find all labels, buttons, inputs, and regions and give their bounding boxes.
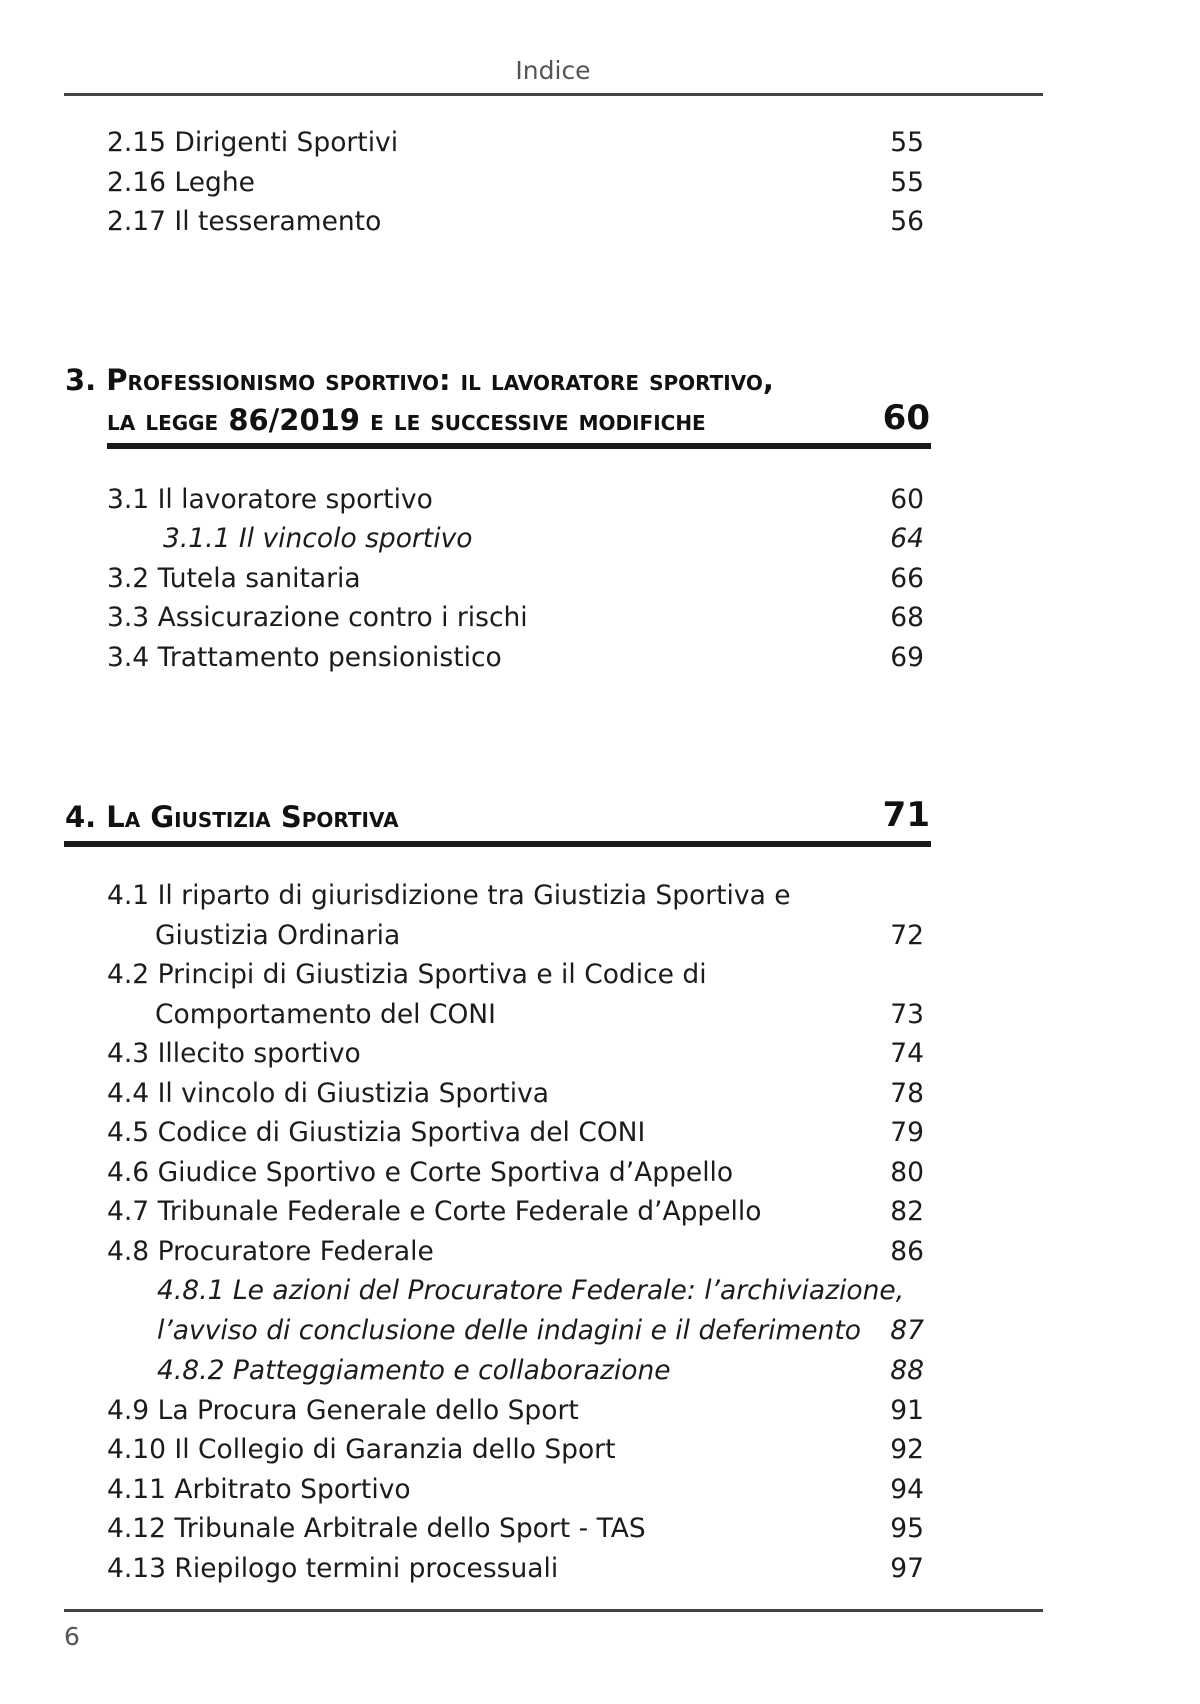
- toc-entry-title: 3.2 Tutela sanitaria: [107, 563, 361, 594]
- toc-entry-page: 68: [890, 602, 924, 633]
- toc-entry[interactable]: [0, 484, 1200, 524]
- toc-entry-title: 2.17 Il tesseramento: [107, 206, 382, 237]
- running-header: Indice: [515, 56, 591, 85]
- toc-entry-page: 94: [890, 1474, 924, 1505]
- page-number: 6: [64, 1622, 80, 1651]
- toc-entry-page: 78: [890, 1078, 924, 1109]
- toc-entry-page: 88: [890, 1355, 924, 1386]
- toc-entry-page: 79: [890, 1117, 924, 1148]
- toc-entry[interactable]: [0, 1236, 1200, 1276]
- toc-entry-title: 2.16 Leghe: [107, 167, 255, 198]
- toc-entry[interactable]: [0, 167, 1200, 207]
- toc-entry-title: 4.11 Arbitrato Sportivo: [107, 1474, 411, 1505]
- chapter-4-page: 71: [882, 795, 930, 835]
- toc-entry-title: 4.7 Tribunale Federale e Corte Federale d’Appello: [107, 1196, 762, 1227]
- toc-entry-title: 4.3 Illecito sportivo: [107, 1038, 361, 1069]
- toc-subentry[interactable]: [0, 1355, 1200, 1395]
- toc-entry-title-cont: Giustizia Ordinaria: [155, 920, 401, 951]
- toc-entry-page: 66: [890, 563, 924, 594]
- toc-entry-title-cont: l’avviso di conclusione delle indagini e il deferimento: [157, 1315, 861, 1346]
- toc-entry-page: 80: [890, 1157, 924, 1188]
- toc-entry[interactable]: [0, 1117, 1200, 1157]
- toc-entry-page: 82: [890, 1196, 924, 1227]
- toc-entry-page: 56: [890, 206, 924, 237]
- toc-subentry[interactable]: [0, 1275, 1200, 1315]
- toc-entry-title: 4.1 Il riparto di giurisdizione tra Giustizia Sportiva e: [107, 880, 791, 911]
- toc-entry[interactable]: [0, 127, 1200, 167]
- toc-entry[interactable]: [0, 1078, 1200, 1118]
- toc-entry-title: 4.6 Giudice Sportivo e Corte Sportiva d’Appello: [107, 1157, 734, 1188]
- toc-entry[interactable]: [0, 1553, 1200, 1593]
- toc-entry-title: 4.10 Il Collegio di Garanzia dello Sport: [107, 1434, 616, 1465]
- toc-entry-title: 4.8 Procuratore Federale: [107, 1236, 434, 1267]
- toc-entry-title: 4.8.1 Le azioni del Procuratore Federale: l’archiviazione,: [157, 1275, 905, 1306]
- footer-rule: [64, 1609, 1043, 1612]
- toc-entry-page: 55: [890, 167, 924, 198]
- toc-entry-page: 64: [890, 523, 924, 554]
- toc-entry-page: 97: [890, 1553, 924, 1584]
- toc-entry[interactable]: [0, 206, 1200, 246]
- toc-entry-title: 4.4 Il vincolo di Giustizia Sportiva: [107, 1078, 550, 1109]
- toc-entry-title: 4.12 Tribunale Arbitrale dello Sport - TAS: [107, 1513, 646, 1544]
- toc-subentry-continuation[interactable]: [0, 1315, 1200, 1355]
- toc-entry-title: 3.1 Il lavoratore sportivo: [107, 484, 433, 515]
- toc-entry-page: 55: [890, 127, 924, 158]
- toc-entry-title: 3.1.1 Il vincolo sportivo: [163, 523, 473, 554]
- header-rule: [64, 93, 1043, 96]
- toc-entry-page: 91: [890, 1395, 924, 1426]
- toc-entry-page: 73: [890, 999, 924, 1030]
- toc-entry-page: 72: [890, 920, 924, 951]
- toc-entry[interactable]: [0, 959, 1200, 999]
- toc-entry[interactable]: [0, 1434, 1200, 1474]
- toc-entry[interactable]: [0, 1513, 1200, 1553]
- toc-entry-page: 95: [890, 1513, 924, 1544]
- toc-entry-continuation[interactable]: [0, 920, 1200, 960]
- toc-entry-title: 3.4 Trattamento pensionistico: [107, 642, 502, 673]
- toc-entry[interactable]: [0, 563, 1200, 603]
- chapter-4-title[interactable]: 4. La Giustizia Sportiva: [65, 800, 399, 834]
- toc-entry[interactable]: [0, 1196, 1200, 1236]
- toc-entry-title: 4.5 Codice di Giustizia Sportiva del CONI: [107, 1117, 646, 1148]
- toc-entry-continuation[interactable]: [0, 999, 1200, 1039]
- toc-entry-title: 4.8.2 Patteggiamento e collaborazione: [157, 1355, 671, 1386]
- chapter-4-rule: [64, 841, 931, 847]
- toc-entry-page: 69: [890, 642, 924, 673]
- chapter-3-title-line2[interactable]: la legge 86/2019 e le successive modifiche: [107, 403, 706, 437]
- toc-entry-title: 4.13 Riepilogo termini processuali: [107, 1553, 559, 1584]
- toc-subentry[interactable]: [0, 523, 1200, 563]
- chapter-3-title-line1[interactable]: 3. Professionismo sportivo: il lavoratore sportivo,: [65, 363, 774, 397]
- toc-entry-page: 92: [890, 1434, 924, 1465]
- toc-entry-title: 4.9 La Procura Generale dello Sport: [107, 1395, 579, 1426]
- chapter-3-rule: [107, 443, 931, 449]
- toc-entry[interactable]: [0, 880, 1200, 920]
- toc-entry-title-cont: Comportamento del CONI: [155, 999, 496, 1030]
- toc-entry-title: 2.15 Dirigenti Sportivi: [107, 127, 399, 158]
- toc-entry[interactable]: [0, 1038, 1200, 1078]
- toc-entry[interactable]: [0, 1474, 1200, 1514]
- toc-entry[interactable]: [0, 642, 1200, 682]
- chapter-3-page: 60: [882, 398, 930, 438]
- toc-entry-page: 86: [890, 1236, 924, 1267]
- toc-entry-page: 60: [890, 484, 924, 515]
- toc-entry-title: 3.3 Assicurazione contro i rischi: [107, 602, 528, 633]
- toc-entry-title: 4.2 Principi di Giustizia Sportiva e il Codice di: [107, 959, 707, 990]
- toc-entry-page: 87: [890, 1315, 924, 1346]
- toc-entry[interactable]: [0, 1157, 1200, 1197]
- toc-entry[interactable]: [0, 602, 1200, 642]
- toc-entry[interactable]: [0, 1395, 1200, 1435]
- toc-entry-page: 74: [890, 1038, 924, 1069]
